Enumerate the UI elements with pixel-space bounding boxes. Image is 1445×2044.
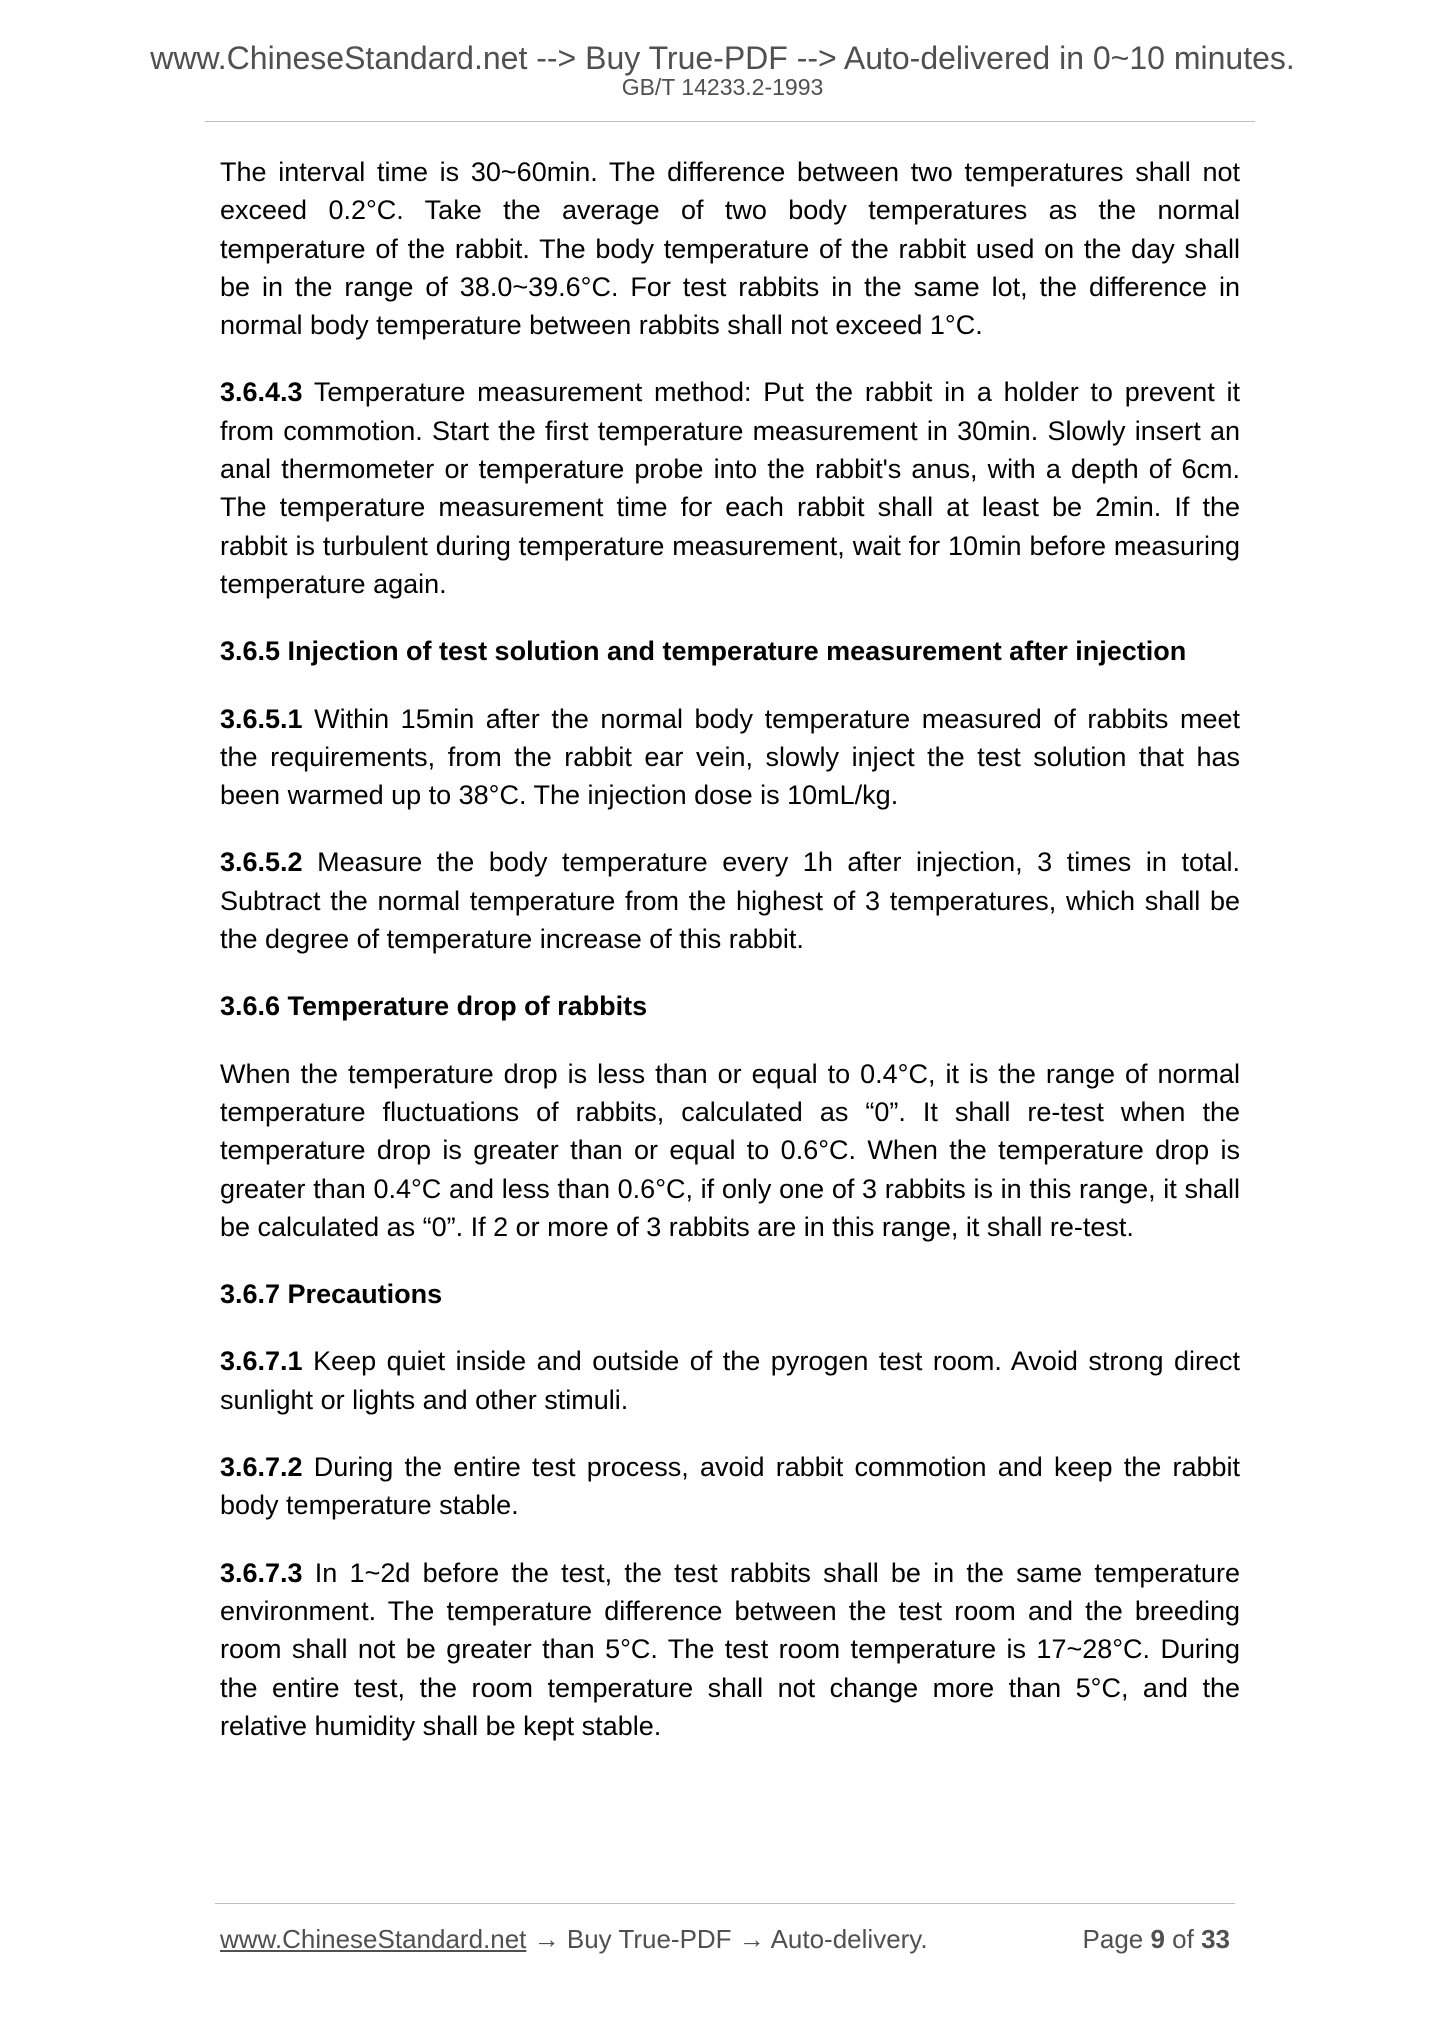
heading-3-6-5: 3.6.5 Injection of test solution and temperature measurement after injection [220,636,1187,667]
clause-3-6-5-2 [220,843,1240,958]
page-current: 9 [1150,1924,1165,1954]
clause-text: Temperature measurement method: Put the rabbit in a holder to prevent it from commotion. Start the first temperature measurement in 30min. Slowly insert an anal thermometer or temperature probe into the rabbit's anus, with a depth of 6cm. The temperature measurement time for each rabbit shall at least be 2min. If the rabbit is turbulent during temperature measurement, wait for 10min before measuring temperature again. [220,377,1240,599]
clause-number: 3.6.4.3 [220,377,303,408]
clause-3-6-5-1 [220,700,1240,815]
clause-text: During the entire test process, avoid rabbit commotion and keep the rabbit body temperature stable. [220,1452,1240,1521]
heading-3-6-7: 3.6.7 Precautions [220,1279,443,1310]
clause-number: 3.6.7.3 [220,1557,303,1588]
clause-text: Measure the body temperature every 1h after injection, 3 times in total. Subtract the normal temperature from the highest of 3 temperatures, which shall be the degree of temperature increase of this rabbit. [220,847,1240,955]
clause-text: Within 15min after the normal body temperature measured of rabbits meet the requirements, from the rabbit ear vein, slowly inject the test solution that has been warmed up to 38°C. The injection dose is 10mL/kg. [220,703,1240,811]
clause-number: 3.6.7.1 [220,1346,303,1377]
page-footer [220,1922,1230,1956]
clause-number: 3.6.7.2 [220,1452,303,1483]
page-label: Page [1082,1924,1151,1954]
site-link[interactable]: www.ChineseStandard.net [220,1924,527,1954]
paragraph-interval-time: The interval time is 30~60min. The difference between two temperatures shall not exceed 0.2°C. Take the average of two body temperatures as the normal temperature of the rabbit. The body temperature of the rabbit used on the day shall be in the range of 38.0~39.6°C. For test rabbits in the same lot, the difference in normal body temperature between rabbits shall not exceed 1°C. [220,157,1240,341]
clause-text: Keep quiet inside and outside of the pyrogen test room. Avoid strong direct sunlight or lights and other stimuli. [220,1346,1240,1415]
document-id: GB/T 14233.2-1993 [621,74,824,100]
page-of: of [1164,1924,1202,1954]
paragraph-temperature-drop: When the temperature drop is less than or equal to 0.4°C, it is the range of normal temperature fluctuations of rabbits, calculated as “0”. It shall re-test when the temperature drop is greater than or equal to 0.6°C. When the temperature drop is greater than 0.4°C and less than 0.6°C, if only one of 3 rabbits is in this range, it shall be calculated as “0”. If 2 or more of 3 rabbits are in this range, it shall re-test. [220,1058,1240,1242]
clause-3-6-7-3 [220,1554,1240,1745]
clause-3-6-4-3 [220,373,1240,603]
page-content [220,153,1240,1774]
footer-divider [215,1903,1235,1904]
top-banner: www.ChineseStandard.net --> Buy True-PDF --> Auto-delivered in 0~10 minutes. [150,40,1295,76]
clause-3-6-7-2 [220,1448,1240,1525]
clause-number: 3.6.5.1 [220,703,303,734]
clause-number: 3.6.5.2 [220,847,303,878]
clause-3-6-7-1 [220,1342,1240,1419]
footer-tagline: → Buy True-PDF → Auto-delivery. [526,1924,928,1954]
page-total: 33 [1201,1924,1230,1954]
heading-3-6-6: 3.6.6 Temperature drop of rabbits [220,991,648,1022]
header-divider [205,121,1255,122]
page-indicator [1083,1922,1230,1956]
footer-left [220,1922,928,1956]
clause-text: In 1~2d before the test, the test rabbits shall be in the same temperature environment. The temperature difference between the test room and the breeding room shall not be greater than 5°C. The test room temperature is 17~28°C. During the entire test, the room temperature shall not change more than 5°C, and the relative humidity shall be kept stable. [220,1557,1240,1741]
